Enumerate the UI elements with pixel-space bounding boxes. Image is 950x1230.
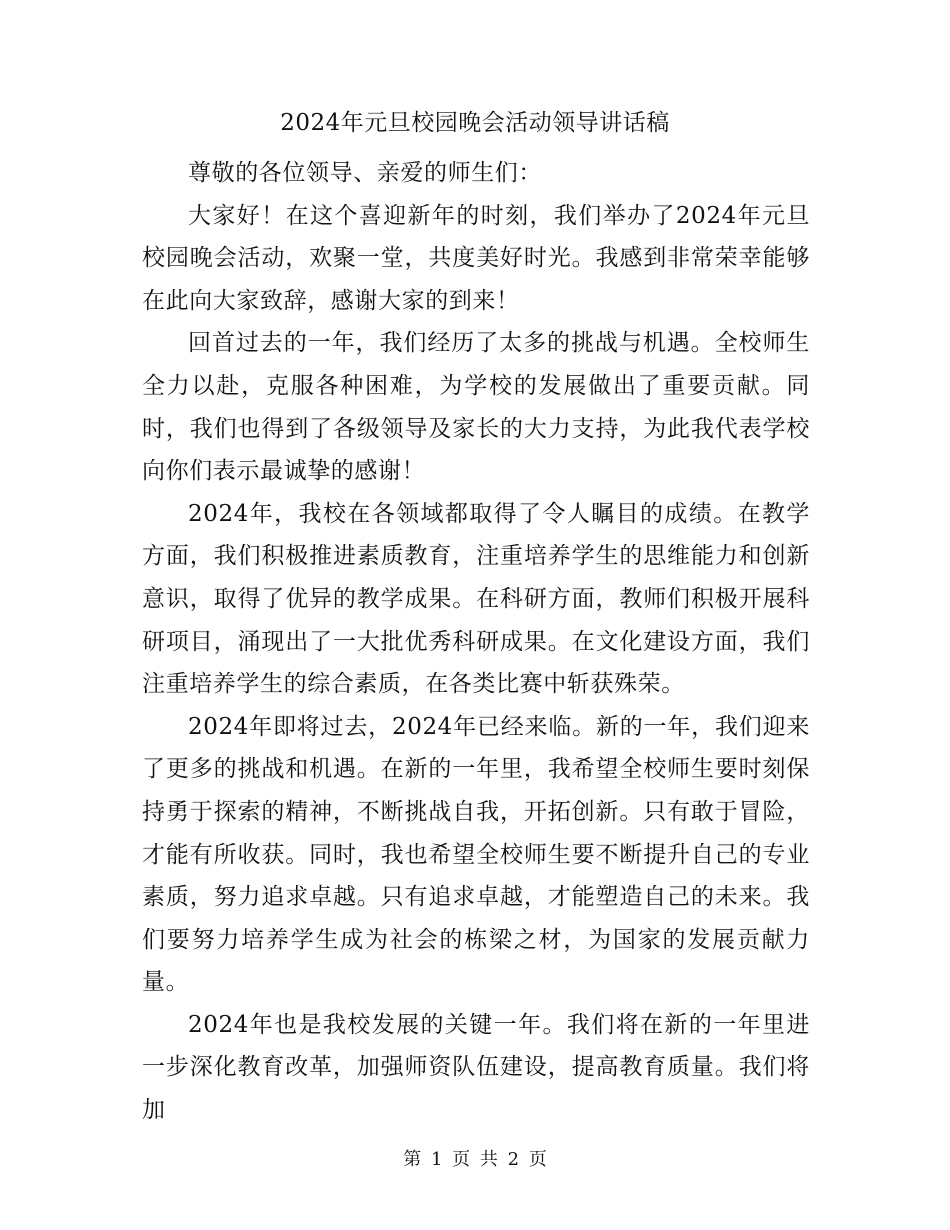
- document-title: 2024年元旦校园晚会活动领导讲话稿: [280, 110, 670, 136]
- document-body: [142, 152, 810, 1132]
- salutation-paragraph: 尊敬的各位领导、亲爱的师生们：: [188, 160, 542, 186]
- new-year-hopes-paragraph: 2024年即将过去，2024年已经来临。新的一年，我们迎来了更多的挑战和机遇。在新的一年里，我希望全校师生要时刻保持勇于探索的精神，不断挑战自我，开拓创新。只有敢于冒险，才能有所收获。同时，我也希望全校师生要不断提升自己的专业素质，努力追求卓越。只有追求卓越，才能塑造自己的未来。我们要努力培养学生成为社会的栋梁之材，为国家的发展贡献力量。: [142, 713, 810, 996]
- review-paragraph: 回首过去的一年，我们经历了太多的挑战与机遇。全校师生全力以赴，克服各种困难，为学校的发展做出了重要贡献。同时，我们也得到了各级领导及家长的大力支持，为此我代表学校向你们表示最诚挚的感谢！: [142, 330, 810, 485]
- page-number-footer: 第 1 页 共 2 页: [403, 1149, 547, 1170]
- development-paragraph: 2024年也是我校发展的关键一年。我们将在新的一年里进一步深化教育改革，加强师资队伍建设，提高教育质量。我们将加: [142, 1011, 810, 1124]
- greeting-paragraph: 大家好！在这个喜迎新年的时刻，我们举办了2024年元旦校园晚会活动，欢聚一堂，共度美好时光。我感到非常荣幸能够在此向大家致辞，感谢大家的到来！: [142, 202, 810, 314]
- achievements-paragraph: 2024年，我校在各领域都取得了令人瞩目的成绩。在教学方面，我们积极推进素质教育，注重培养学生的思维能力和创新意识，取得了优异的教学成果。在科研方面，教师们积极开展科研项目，涌现出了一大批优秀科研成果。在文化建设方面，我们注重培养学生的综合素质，在各类比赛中斩获殊荣。: [142, 500, 810, 698]
